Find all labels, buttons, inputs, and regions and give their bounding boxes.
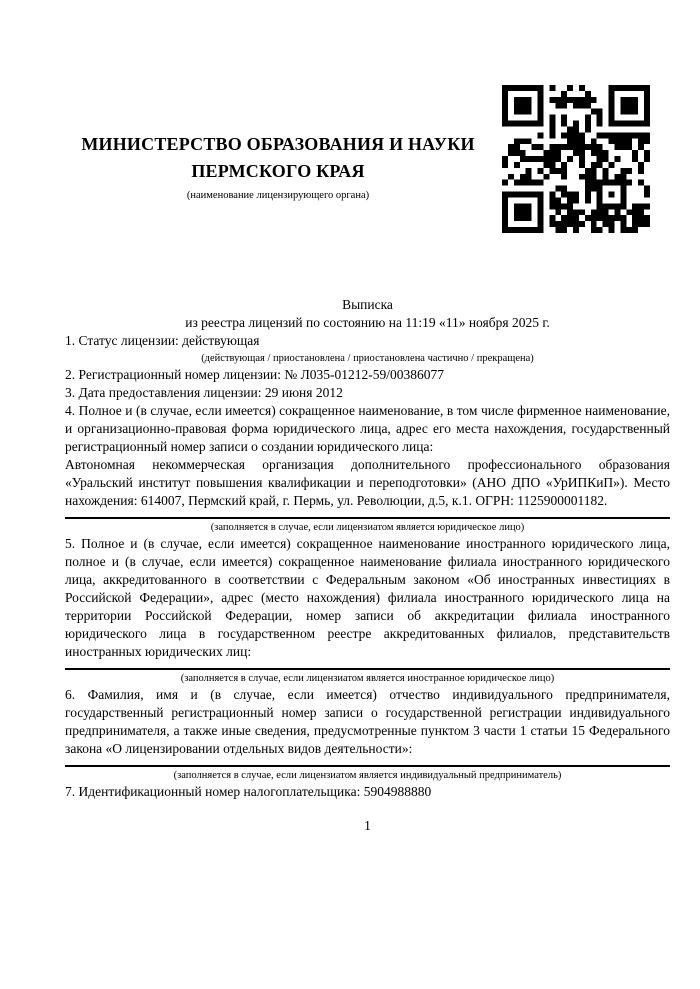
- org-name-line1: МИНИСТЕРСТВО ОБРАЗОВАНИЯ И НАУКИ: [81, 134, 475, 154]
- document-body: [65, 296, 670, 835]
- item-7-taxpayer-id: 7. Идентификационный номер налогоплательщика: 5904988880: [65, 784, 432, 799]
- item-6-fill-in-line: [65, 765, 670, 767]
- item-5-caption: (заполняется в случае, если лицензиатом является иностранное юридическое лицо): [180, 673, 555, 684]
- item-4-caption: (заполняется в случае, если лицензиатом является юридическое лицо): [210, 522, 525, 533]
- org-name-caption: (наименование лицензирующего органа): [186, 190, 370, 201]
- document-title: [65, 296, 670, 332]
- item-4-legal-entity-value: Автономная некоммерческая организация дополнительного профессионального образования «Уральский институт повышения квалификации и переподготовки» (АНО ДПО «УрИПКиП»). Место нахождения: 614007, Пермский край, г. Пермь, ул. Революции, д.5, к.1. ОГРН: 1125900001182.: [65, 457, 670, 508]
- item-5-foreign-entity-label: 5. Полное и (в случае, если имеется) сокращенное наименование иностранного юридического лица, полное и (в случае, если имеется) сокращенное наименование филиала иностранного юридического лица, аккредитованного в соответствии с Федеральным законом «Об иностранных инвестициях в Российской Федерации», адрес (место нахождения) филиала иностранного юридического лица на территории Российской Федерации, номер записи об аккредитации филиала иностранного юридического лица в государственном реестре аккредитованных филиалов, представительств иностранных юридических лиц:: [65, 536, 670, 659]
- page-number: 1: [364, 818, 371, 833]
- licensing-authority-header: [0, 131, 556, 202]
- qr-code-icon: [502, 85, 650, 233]
- item-1-license-status: 1. Статус лицензии: действующая: [65, 333, 260, 348]
- item-6-entrepreneur-label: 6. Фамилия, имя и (в случае, если имеется) отчество индивидуального предпринимателя, государственный регистрационный номер записи о государственной регистрации индивидуального предпринимателя, а также иные сведения, предусмотренные пунктом 3 части 1 статьи 15 Федерального закона «О лицензировании отдельных видов деятельности»:: [65, 687, 670, 756]
- item-4-fill-in-line: [65, 517, 670, 519]
- item-1-caption: (действующая / приостановлена / приостановлена частично / прекращена): [201, 353, 534, 364]
- item-2-registration-number: 2. Регистрационный номер лицензии: № Л035-01212-59/00386077: [65, 367, 445, 382]
- title-line2: из реестра лицензий по состоянию на 11:19 «11» ноября 2025 г.: [185, 315, 550, 330]
- item-5-fill-in-line: [65, 668, 670, 670]
- org-name-line2: ПЕРМСКОГО КРАЯ: [191, 161, 365, 181]
- item-6-caption: (заполняется в случае, если лицензиатом является индивидуальный предприниматель): [173, 770, 562, 781]
- item-4-legal-entity-label: 4. Полное и (в случае, если имеется) сокращенное наименование, в том числе фирменное наименование, и организационно-правовая форма юридического лица, адрес его места нахождения, государственный регистрационный номер записи о создании юридического лица:: [65, 403, 670, 454]
- item-3-license-date: 3. Дата предоставления лицензии: 29 июня 2012: [65, 385, 343, 400]
- title-line1: Выписка: [342, 297, 393, 312]
